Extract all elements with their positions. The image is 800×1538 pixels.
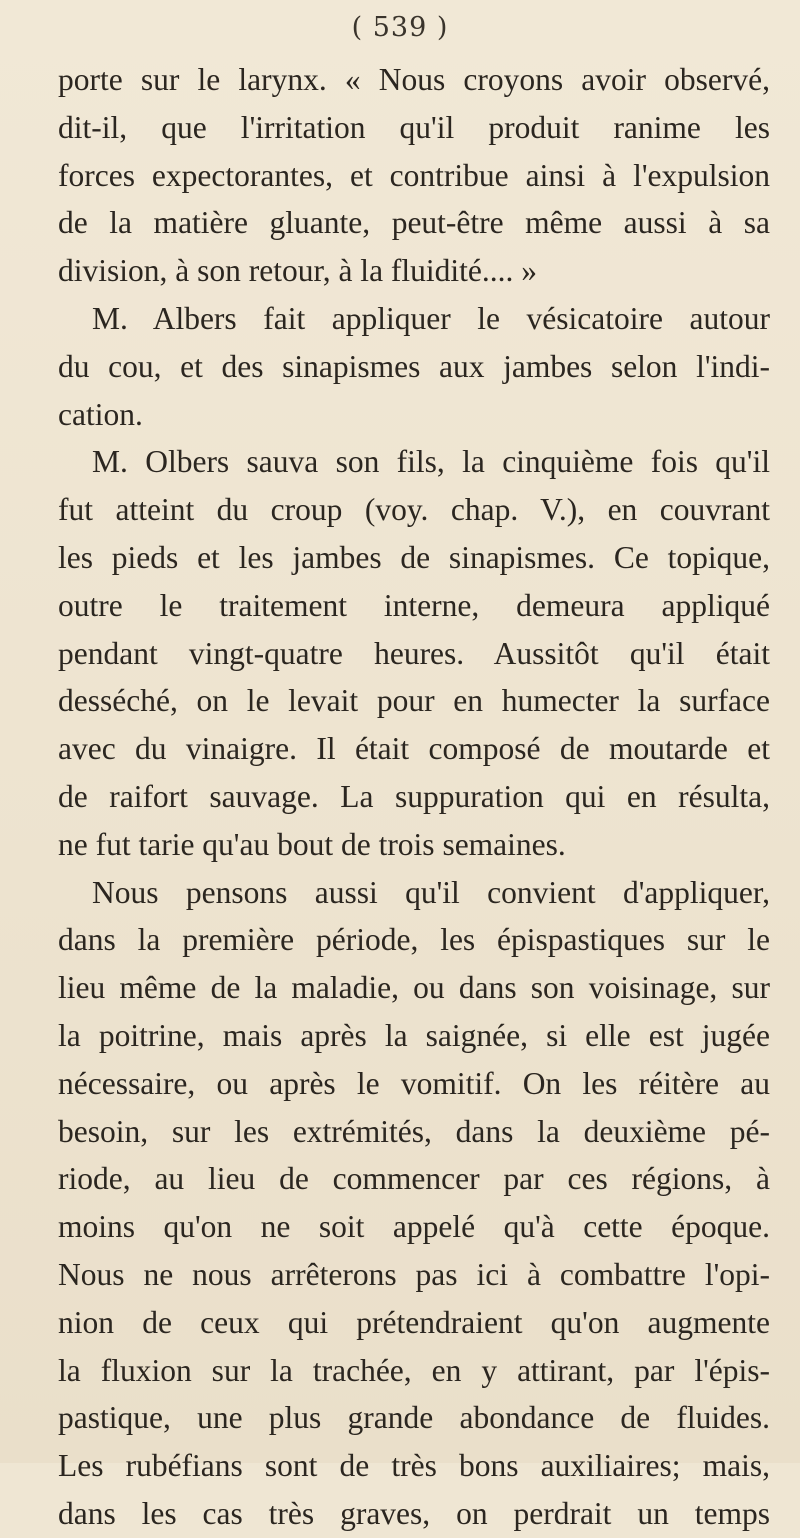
text-line: nion de ceux qui prétendraient qu'on augmente	[58, 1304, 770, 1340]
text-line: desséché, on le levait pour en humecter la surface	[58, 683, 770, 719]
text-line: besoin, sur les extrémités, dans la deuxième pé-	[58, 1113, 770, 1149]
text-line: cation.	[58, 396, 143, 432]
text-line: les pieds et les jambes de sinapismes. Ce topique,	[58, 539, 770, 575]
text-line: avec du vinaigre. Il était composé de moutarde et	[58, 731, 770, 767]
text-line: dit-il, que l'irritation qu'il produit ranime les	[58, 109, 770, 145]
text-line: du cou, et des sinapismes aux jambes selon l'indi-	[58, 348, 770, 384]
text-line: de raifort sauvage. La suppuration qui en résulta,	[58, 778, 770, 814]
body-text	[58, 56, 770, 1538]
text-line: Nous pensons aussi qu'il convient d'appliquer,	[92, 874, 770, 910]
text-line: outre le traitement interne, demeura appliqué	[58, 587, 770, 623]
text-line: forces expectorantes, et contribue ainsi à l'expulsion	[58, 157, 770, 193]
page-number: ( 539 )	[351, 12, 449, 43]
text-line: Les rubéfians sont de très bons auxiliaires; mais,	[58, 1448, 770, 1484]
text-line: pastique, une plus grande abondance de fluides.	[58, 1400, 770, 1436]
text-line: fut atteint du croup (voy. chap. V.), en couvrant	[58, 492, 770, 528]
text-line: dans la première période, les épispastiques sur le	[58, 922, 770, 958]
text-line: dans les cas très graves, on perdrait un temps	[58, 1495, 770, 1531]
text-line: de la matière gluante, peut-être même aussi à sa	[58, 205, 770, 241]
text-line: ne fut tarie qu'au bout de trois semaines.	[58, 826, 566, 862]
text-line: nécessaire, ou après le vomitif. On les réitère au	[58, 1065, 770, 1101]
text-line: division, à son retour, à la fluidité.... »	[58, 253, 538, 289]
paragraph-1	[58, 56, 770, 295]
text-line: pendant vingt-quatre heures. Aussitôt qu'il était	[58, 635, 770, 671]
text-line: lieu même de la maladie, ou dans son voisinage, sur	[58, 970, 770, 1006]
text-line: moins qu'on ne soit appelé qu'à cette époque.	[58, 1209, 770, 1245]
text-line: la fluxion sur la trachée, en y attirant, par l'épis-	[58, 1352, 770, 1388]
text-line: M. Olbers sauva son fils, la cinquième fois qu'il	[92, 444, 770, 480]
paragraph-4	[58, 869, 770, 1538]
text-line: Nous ne nous arrêterons pas ici à combattre l'opi-	[58, 1256, 770, 1292]
text-line: M. Albers fait appliquer le vésicatoire autour	[92, 300, 770, 336]
text-line: porte sur le larynx. « Nous croyons avoir observé,	[58, 62, 770, 97]
paragraph-3	[58, 438, 770, 868]
text-line: riode, au lieu de commencer par ces régions, à	[58, 1161, 770, 1197]
paragraph-2	[58, 295, 770, 438]
text-line: la poitrine, mais après la saignée, si elle est jugée	[58, 1017, 770, 1053]
